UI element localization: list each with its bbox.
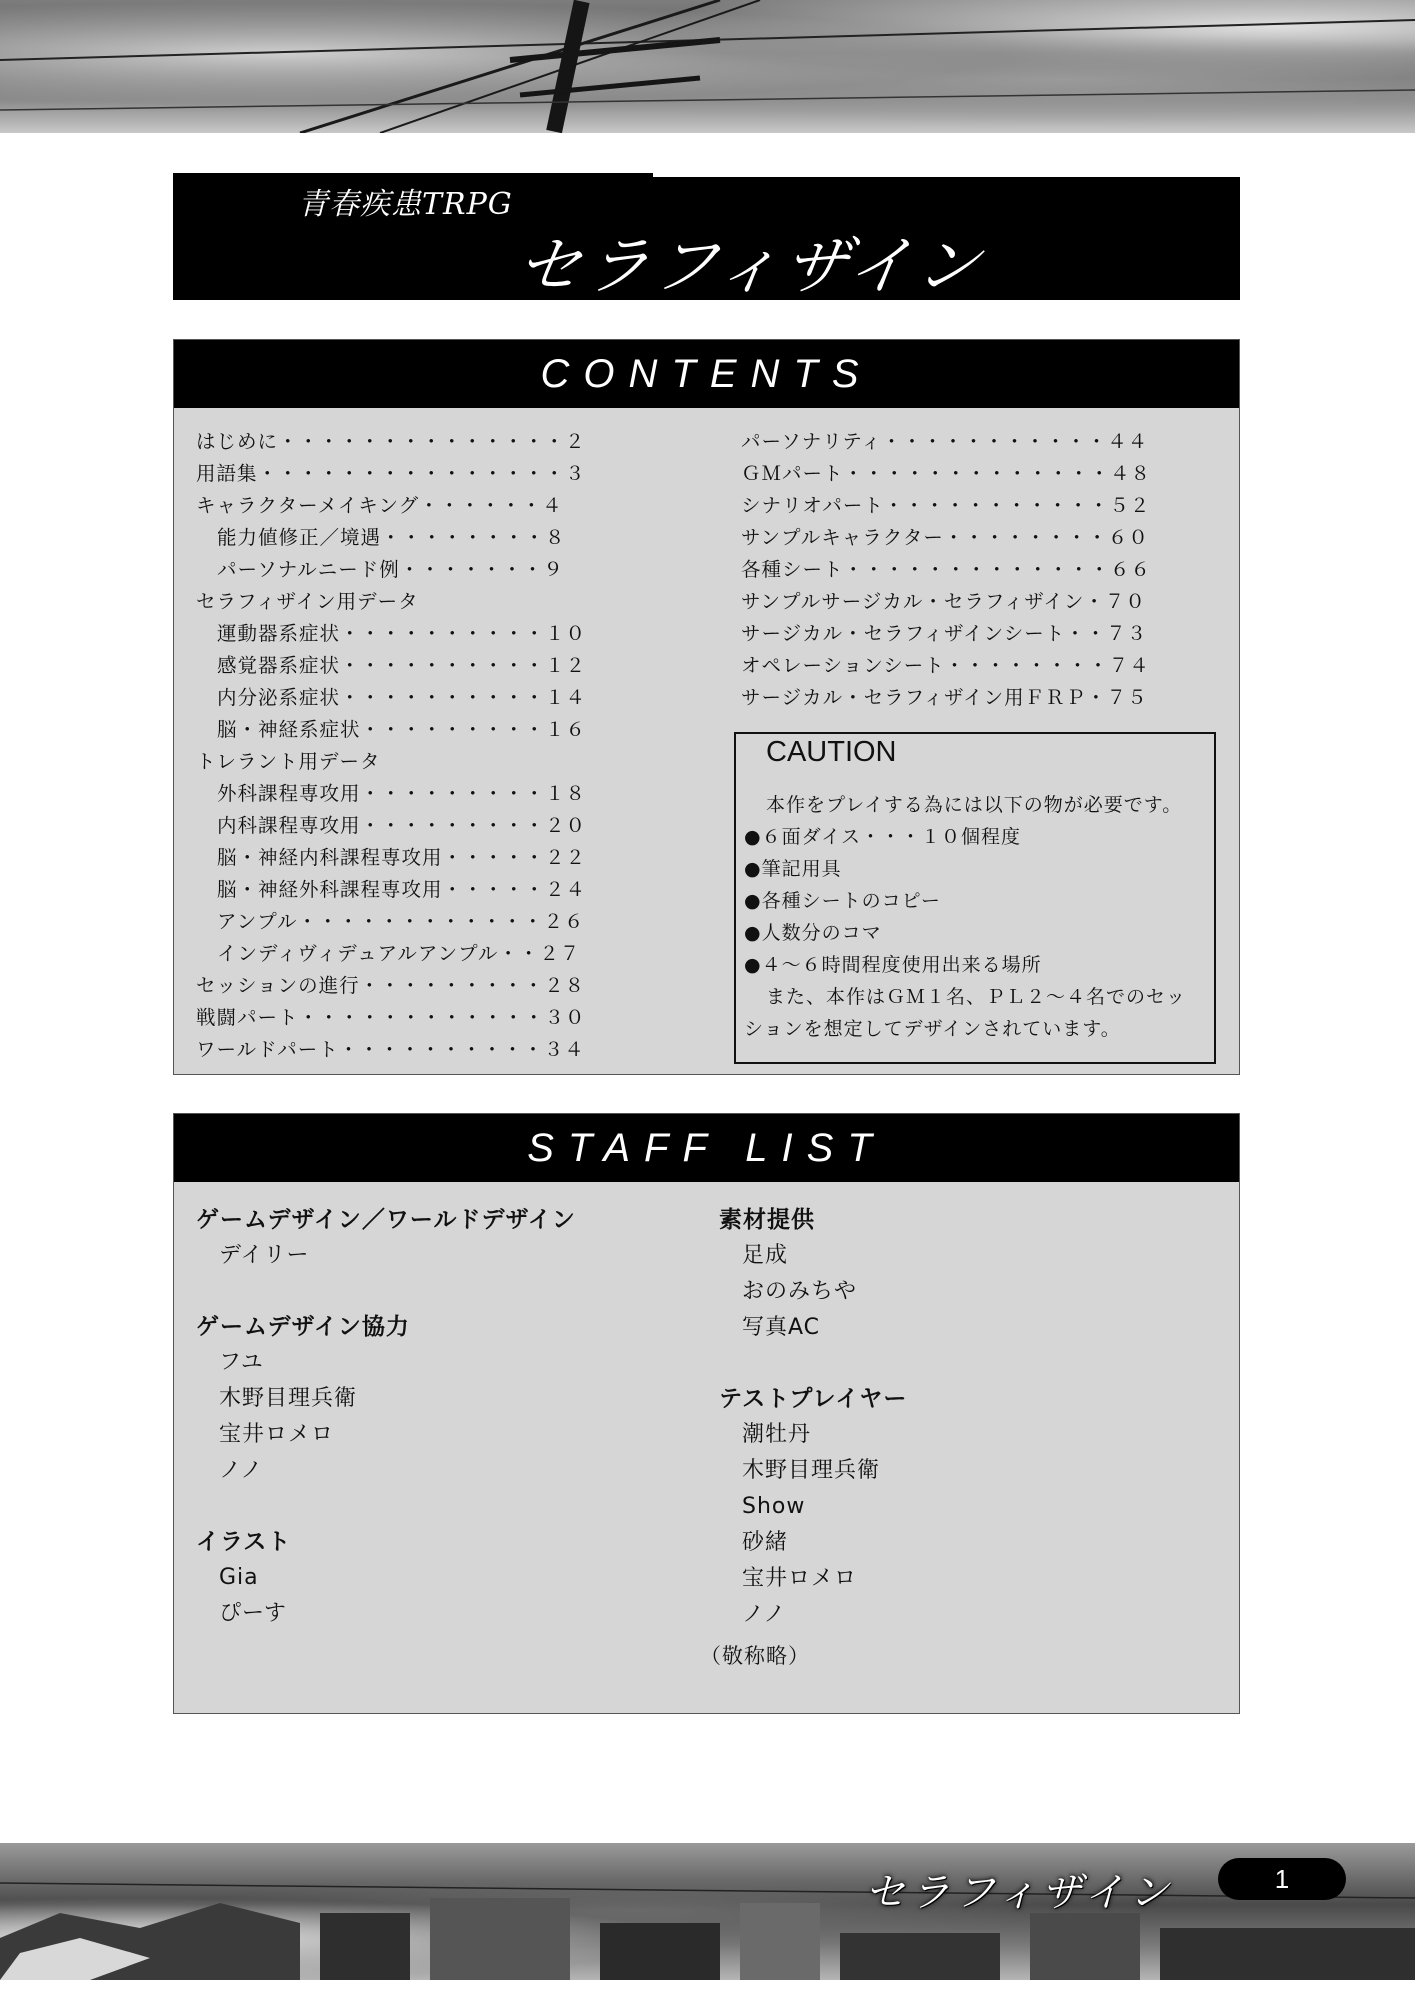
staff-member-name: 砂緒 bbox=[742, 1530, 789, 1555]
toc-entry: 内科課程専攻用・・・・・・・・・２０ bbox=[217, 814, 587, 837]
toc-entry: シナリオパート・・・・・・・・・・・５２ bbox=[741, 494, 1151, 517]
toc-entry: 脳・神経内科課程専攻用・・・・・２２ bbox=[217, 846, 587, 869]
staff-panel bbox=[173, 1113, 1240, 1714]
caution-title: CAUTION bbox=[766, 736, 897, 768]
staff-member-name: 写真AC bbox=[742, 1315, 821, 1340]
toc-entry: 運動器系症状・・・・・・・・・・１０ bbox=[217, 622, 587, 645]
toc-entry: サージカル・セラフィザインシート・・７３ bbox=[741, 622, 1148, 645]
toc-entry: ＧＭパート・・・・・・・・・・・・・４８ bbox=[741, 462, 1152, 485]
staff-role: ゲームデザイン／ワールドデザイン bbox=[196, 1207, 576, 1233]
toc-entry: 内分泌系症状・・・・・・・・・・１４ bbox=[217, 686, 587, 709]
staff-group bbox=[196, 1202, 696, 1274]
staff-member-name: 木野目理兵衛 bbox=[742, 1458, 881, 1483]
toc-entry: セッションの進行・・・・・・・・・２８ bbox=[196, 974, 586, 997]
staff-left-column bbox=[196, 1202, 696, 1667]
honorifics-omitted-note: （敬称略） bbox=[700, 1644, 810, 1668]
contents-panel bbox=[173, 339, 1240, 1075]
toc-entry: ワールドパート・・・・・・・・・・３４ bbox=[196, 1038, 585, 1061]
contents-heading: CONTENTS bbox=[174, 340, 1239, 408]
staff-member-name: ノノ bbox=[219, 1458, 264, 1483]
staff-heading: STAFF LIST bbox=[174, 1114, 1239, 1182]
staff-member-name: 木野目理兵衛 bbox=[219, 1386, 358, 1411]
caution-line: ●人数分のコマ bbox=[744, 922, 882, 944]
toc-entry: オペレーションシート・・・・・・・・７４ bbox=[741, 654, 1150, 677]
bottom-banner-photo bbox=[0, 1843, 1415, 1980]
toc-entry: サンプルキャラクター・・・・・・・・６０ bbox=[741, 526, 1149, 549]
toc-entry: サンプルサージカル・セラフィザイン・７０ bbox=[741, 590, 1146, 613]
staff-member-name: ノノ bbox=[742, 1602, 787, 1627]
toc-entry: アンプル・・・・・・・・・・・・２６ bbox=[217, 910, 585, 933]
toc-entry: 脳・神経外科課程専攻用・・・・・２４ bbox=[217, 878, 587, 901]
caution-line: ●６面ダイス・・・１０個程度 bbox=[744, 826, 1022, 848]
staff-role: ゲームデザイン協力 bbox=[196, 1314, 410, 1340]
caution-line: 本作をプレイする為には以下の物が必要です。 bbox=[766, 794, 1183, 816]
toc-entry: 各種シート・・・・・・・・・・・・・６６ bbox=[741, 558, 1152, 581]
toc-entry: インディヴィデュアルアンプル・・２７ bbox=[217, 942, 581, 965]
staff-group bbox=[719, 1381, 1199, 1633]
toc-entry: 外科課程専攻用・・・・・・・・・１８ bbox=[217, 782, 587, 805]
staff-member-name: Show bbox=[742, 1494, 806, 1519]
staff-list bbox=[174, 1182, 1239, 1713]
toc-entry: 脳・神経系症状・・・・・・・・・１６ bbox=[217, 718, 587, 741]
staff-right-column bbox=[719, 1202, 1199, 1668]
footer-title: セラフィザイン bbox=[865, 1870, 1174, 1916]
staff-group bbox=[196, 1309, 696, 1489]
title-notch bbox=[653, 173, 1240, 177]
toc-right-column bbox=[741, 426, 1221, 714]
toc-entry: 用語集・・・・・・・・・・・・・・・３ bbox=[196, 462, 586, 485]
staff-group bbox=[196, 1524, 696, 1632]
page-number-badge: 1 bbox=[1218, 1858, 1346, 1900]
toc-entry: トレラント用データ bbox=[196, 750, 381, 773]
toc-entry: 戦闘パート・・・・・・・・・・・・３０ bbox=[196, 1006, 586, 1029]
townscape-silhouette bbox=[0, 1843, 1415, 1980]
game-title: セラフィザイン bbox=[511, 230, 989, 304]
caution-line: ションを想定してデザインされています。 bbox=[744, 1018, 1121, 1040]
staff-role: イラスト bbox=[196, 1529, 292, 1555]
toc-entry: サージカル・セラフィザイン用ＦＲＰ・７５ bbox=[741, 686, 1148, 709]
staff-member-name: おのみちや bbox=[742, 1279, 858, 1304]
staff-member-name: 潮牡丹 bbox=[742, 1422, 812, 1447]
staff-member-name: 足成 bbox=[742, 1243, 789, 1268]
toc-entry: パーソナリティ・・・・・・・・・・・４４ bbox=[741, 430, 1149, 453]
power-lines-silhouette bbox=[0, 0, 1415, 133]
caution-line: ●４～６時間程度使用出来る場所 bbox=[744, 954, 1042, 976]
caution-text bbox=[744, 789, 1210, 1045]
staff-member-name: デイリー bbox=[219, 1243, 310, 1268]
toc-left-column bbox=[196, 426, 756, 1066]
toc-entry: パーソナルニード例・・・・・・・９ bbox=[217, 558, 564, 581]
staff-role: 素材提供 bbox=[719, 1207, 815, 1233]
caution-line: ●各種シートのコピー bbox=[744, 890, 941, 912]
toc-entry: セラフィザイン用データ bbox=[196, 590, 419, 613]
toc-entry: 能力値修正／境遇・・・・・・・・８ bbox=[217, 526, 566, 549]
staff-member-name: フユ bbox=[219, 1350, 264, 1375]
top-banner-photo bbox=[0, 0, 1415, 133]
toc-entry: はじめに・・・・・・・・・・・・・・２ bbox=[196, 430, 586, 453]
caution-line: ●筆記用具 bbox=[744, 858, 842, 880]
staff-group bbox=[719, 1202, 1199, 1346]
staff-role: テストプレイヤー bbox=[719, 1386, 908, 1412]
staff-member-name: Gia bbox=[219, 1565, 259, 1590]
title-box bbox=[173, 173, 1240, 304]
staff-member-name: 宝井ロメロ bbox=[742, 1566, 858, 1591]
staff-member-name: 宝井ロメロ bbox=[219, 1422, 335, 1447]
toc-entry: 感覚器系症状・・・・・・・・・・１２ bbox=[217, 654, 587, 677]
caution-box bbox=[734, 732, 1216, 1064]
caution-line: また、本作はＧＭ１名、ＰＬ２～４名でのセッ bbox=[766, 986, 1187, 1008]
toc-entry: キャラクターメイキング・・・・・・４ bbox=[196, 494, 563, 517]
staff-member-name: ぴーす bbox=[219, 1601, 287, 1626]
game-subtitle: 青春疾患TRPG bbox=[298, 187, 513, 222]
